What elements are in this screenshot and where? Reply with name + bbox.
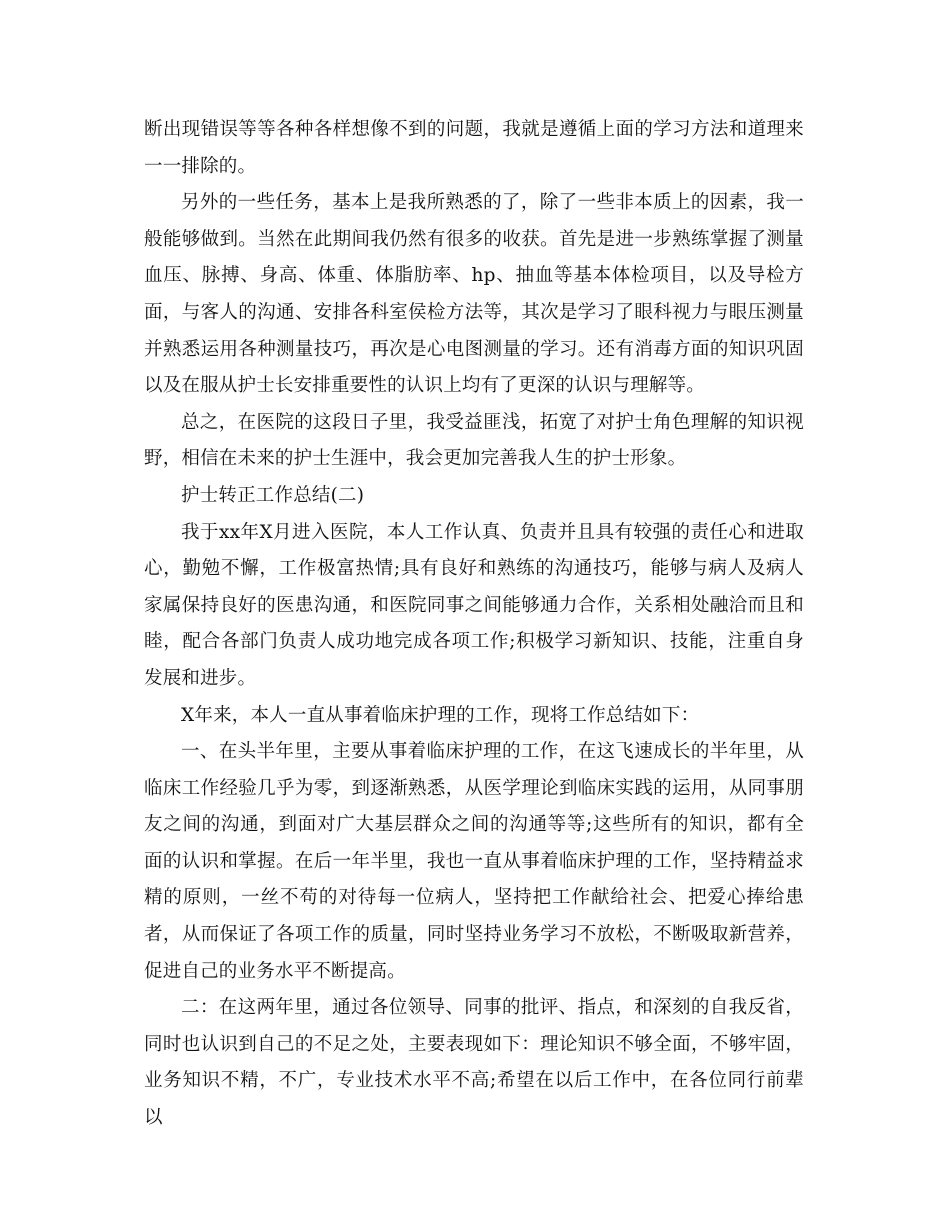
document-body <box>144 112 804 1137</box>
paragraph-5: X年来，本人一直从事着临床护理的工作，现将工作总结如下： <box>181 704 700 726</box>
paragraph-7: 二：在这两年里，通过各位领导、同事的批评、指点，和深刻的自我反省，同时也认识到自己的不足之处，主要表现如下：理论知识不够全面，不够牢固，业务知识不精，不广，专业技术水平不高;希望在以后工作中，在各位同行前辈以 <box>144 997 804 1129</box>
paragraph-3: 总之，在医院的这段日子里，我受益匪浅，拓宽了对护士角色理解的知识视野，相信在未来的护士生涯中，我会更加完善我人生的护士形象。 <box>144 411 804 470</box>
paragraph-4: 我于xx年X月进入医院，本人工作认真、负责并且具有较强的责任心和进取心，勤勉不懈，工作极富热情;具有良好和熟练的沟通技巧，能够与病人及病人家属保持良好的医患沟通，和医院同事之间能够通力合作，关系相处融洽而且和睦，配合各部门负责人成功地完成各项工作;积极学习新知识、技能，注重自身发展和进步。 <box>144 521 804 689</box>
paragraph-6: 一、在头半年里，主要从事着临床护理的工作，在这飞速成长的半年里，从临床工作经验几乎为零，到逐渐熟悉，从医学理论到临床实践的运用，从同事朋友之间的沟通，到面对广大基层群众之间的沟通等等;这些所有的知识，都有全面的认识和掌握。在后一年半里，我也一直从事着临床护理的工作，坚持精益求精的原则，一丝不苟的对待每一位病人，坚持把工作献给社会、把爱心捧给患者，从而保证了各项工作的质量，同时坚持业务学习不放松，不断吸取新营养，促进自己的业务水平不断提高。 <box>144 741 804 982</box>
paragraph-2: 另外的一些任务，基本上是我所熟悉的了，除了一些非本质上的因素，我一般能够做到。当然在此期间我仍然有很多的收获。首先是进一步熟练掌握了测量血压、脉搏、身高、体重、体脂肪率、hp、抽血等基本体检项目，以及导检方面，与客人的沟通、安排各科室侯检方法等，其次是学习了眼科视力与眼压测量并熟悉运用各种测量技巧，再次是心电图测量的学习。还有消毒方面的知识巩固以及在服从护士长安排重要性的认识上均有了更深的认识与理解等。 <box>144 192 804 397</box>
section-heading: 护士转正工作总结(二) <box>181 484 365 506</box>
paragraph-1: 断出现错误等等各种各样想像不到的问题，我就是遵循上面的学习方法和道理来一一排除的。 <box>144 119 804 177</box>
